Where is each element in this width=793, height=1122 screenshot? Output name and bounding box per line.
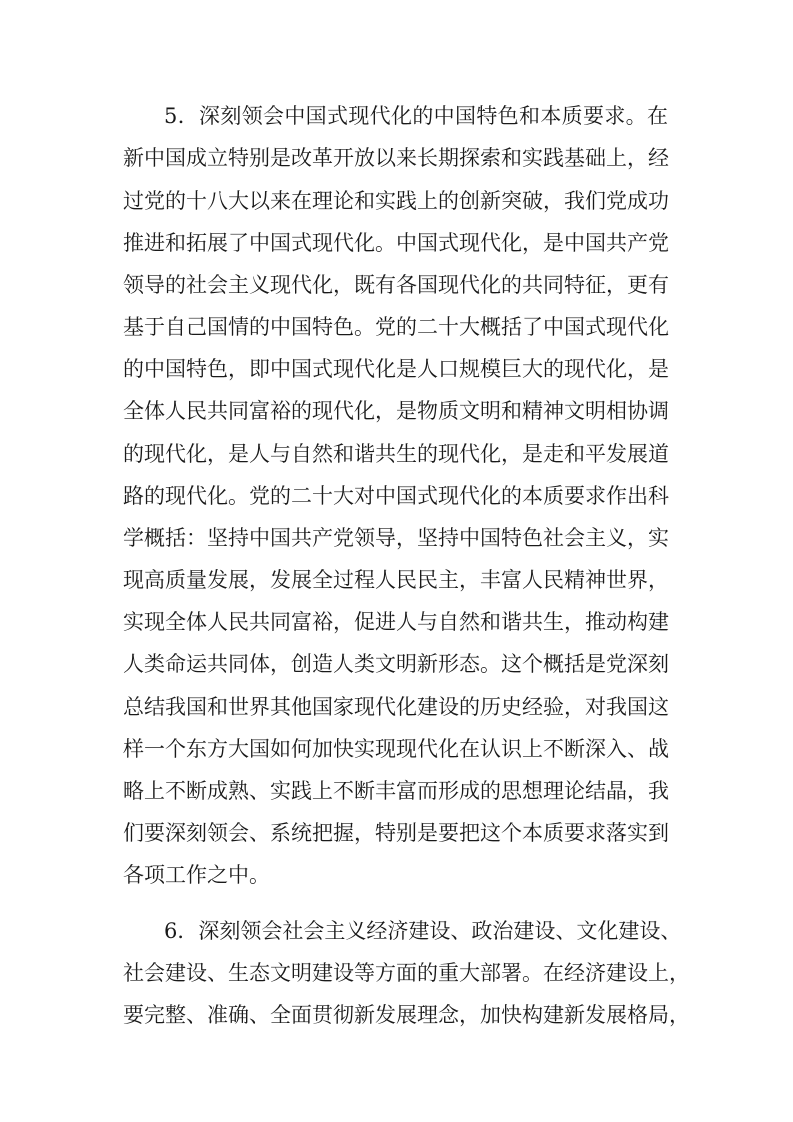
paragraph-5-line-16: 样一个东方大国如何加快实现现代化在认识上不断深入、战 (123, 737, 669, 761)
paragraph-5-line-5: 领导的社会主义现代化，既有各国现代化的共同特征，更有 (123, 273, 669, 297)
paragraph-5-line-11: 学概括：坚持中国共产党领导，坚持中国特色社会主义，实 (123, 526, 669, 550)
paragraph-5-line-15: 总结我国和世界其他国家现代化建设的历史经验，对我国这 (123, 695, 669, 719)
paragraph-5-line-10: 路的现代化。党的二十大对中国式现代化的本质要求作出科 (123, 484, 669, 508)
paragraph-6-line-1: 6．深刻领会社会主义经济建设、政治建设、文化建设、 (164, 919, 682, 943)
paragraph-5-line-14: 人类命运共同体，创造人类文明新形态。这个概括是党深刻 (123, 652, 669, 676)
paragraph-5-line-1: 5．深刻领会中国式现代化的中国特色和本质要求。在 (164, 104, 668, 128)
paragraph-5-line-8: 全体人民共同富裕的现代化，是物质文明和精神文明相协调 (123, 399, 669, 423)
paragraph-5-line-3: 过党的十八大以来在理论和实践上的创新突破，我们党成功 (123, 189, 669, 213)
paragraph-6-line-2: 社会建设、生态文明建设等方面的重大部署。在经济建设上， (123, 961, 690, 985)
paragraph-5-line-13: 实现全体人民共同富裕，促进人与自然和谐共生，推动构建 (123, 610, 669, 634)
paragraph-5-line-2: 新中国成立特别是改革开放以来长期探索和实践基础上，经 (123, 146, 669, 170)
paragraph-5-line-18: 们要深刻领会、系统把握，特别是要把这个本质要求落实到 (123, 821, 669, 845)
paragraph-5-line-9: 的现代化，是人与自然和谐共生的现代化，是走和平发展道 (123, 442, 669, 466)
paragraph-5-line-6: 基于自己国情的中国特色。党的二十大概括了中国式现代化 (123, 315, 669, 339)
paragraph-5-line-4: 推进和拓展了中国式现代化。中国式现代化，是中国共产党 (123, 231, 669, 255)
paragraph-5-line-19: 各项工作之中。 (123, 863, 270, 887)
paragraph-6-line-3: 要完整、准确、全面贯彻新发展理念，加快构建新发展格局， (123, 1003, 690, 1027)
paragraph-5-line-12: 现高质量发展，发展全过程人民民主，丰富人民精神世界， (123, 568, 669, 592)
paragraph-5-line-7: 的中国特色，即中国式现代化是人口规模巨大的现代化，是 (123, 357, 669, 381)
paragraph-5-line-17: 略上不断成熟、实践上不断丰富而形成的思想理论结晶，我 (123, 779, 669, 803)
